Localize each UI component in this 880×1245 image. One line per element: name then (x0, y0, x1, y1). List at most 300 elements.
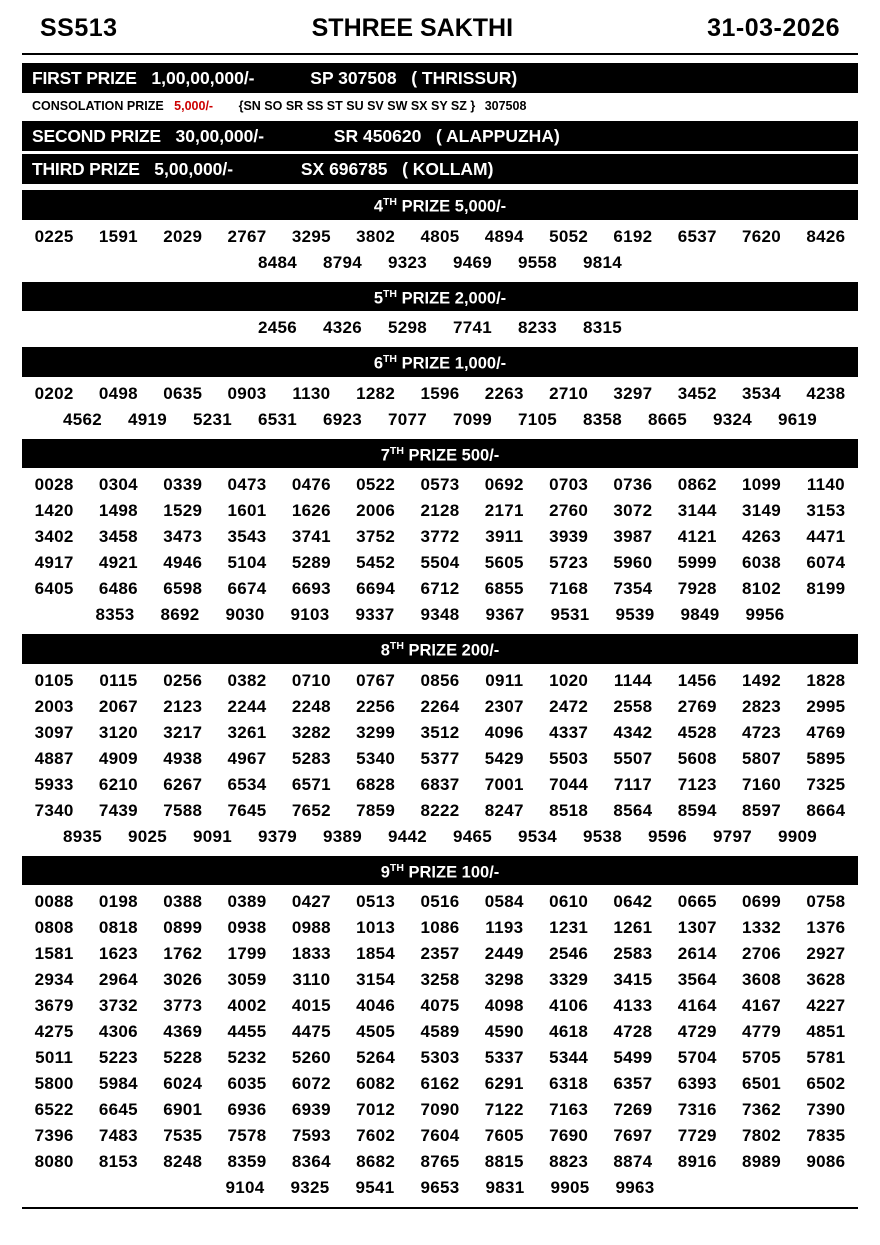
winning-number: 0938 (227, 918, 267, 937)
winning-number: 0692 (484, 475, 524, 494)
winning-number: 0028 (34, 475, 74, 494)
prize-title-rest: PRIZE 200/- (403, 641, 500, 660)
winning-number: 2546 (549, 944, 589, 963)
winning-number: 7077 (387, 409, 428, 429)
winning-number: 7859 (356, 800, 396, 820)
winning-number: 6828 (356, 774, 396, 794)
prize-title-rest: PRIZE 100/- (403, 863, 500, 881)
winning-number: 5807 (742, 748, 782, 768)
winning-number: 6939 (291, 1100, 331, 1119)
winning-number: 6598 (163, 579, 203, 598)
winning-number: 8664 (806, 800, 846, 820)
winning-number: 9442 (387, 826, 428, 846)
winning-number: 3679 (34, 996, 74, 1015)
winning-number: 1307 (677, 918, 717, 937)
winning-number: 7802 (742, 1126, 782, 1145)
winning-number: 6162 (420, 1074, 460, 1093)
third-prize-bar (22, 154, 858, 184)
winning-number: 5260 (291, 1048, 331, 1067)
prize-ordinal: 5 (373, 289, 384, 307)
winning-number: 3452 (677, 383, 717, 403)
winning-number: 4723 (742, 722, 782, 742)
draw-date: 31-03-2026 (707, 14, 840, 42)
winning-number: 3473 (163, 527, 203, 546)
second-prize-amount: 30,00,000/- (175, 126, 265, 146)
winning-number: 1193 (485, 918, 524, 937)
winning-number: 1231 (549, 918, 589, 937)
winning-number: 9956 (745, 605, 785, 624)
prize-section-header (22, 856, 858, 886)
winning-number: 3059 (227, 970, 267, 989)
first-prize-bar (22, 63, 858, 93)
winning-number: 7122 (484, 1100, 524, 1119)
winning-number: 3543 (227, 527, 267, 546)
winning-number: 1623 (98, 944, 138, 963)
winning-number: 0105 (34, 670, 74, 690)
winning-number: 4728 (613, 1022, 653, 1041)
third-prize-ticket: SX 696785 (300, 159, 388, 179)
winning-number: 9531 (550, 605, 590, 624)
winning-number: 4967 (227, 748, 267, 768)
winning-number: 2823 (742, 696, 782, 716)
winning-number: 2927 (806, 944, 846, 963)
winning-number: 3741 (291, 527, 331, 546)
winning-number: 9909 (777, 826, 818, 846)
winning-number: 8916 (677, 1152, 717, 1171)
winning-number: 8153 (98, 1152, 138, 1171)
number-row (22, 1071, 858, 1097)
winning-number: 6674 (227, 579, 267, 598)
winning-number: 6837 (420, 774, 460, 794)
winning-number: 0202 (34, 383, 74, 403)
winning-number: 1828 (806, 670, 846, 690)
winning-number: 7316 (677, 1100, 717, 1119)
winning-number: 0642 (613, 892, 653, 911)
winning-number: 3732 (98, 996, 138, 1015)
winning-number: 6522 (34, 1100, 74, 1119)
winning-number: 9324 (712, 409, 753, 429)
winning-number: 0388 (163, 892, 203, 911)
winning-number: 7105 (517, 409, 558, 429)
winning-number: 4096 (484, 722, 524, 742)
prize-ordinal-suffix: TH (389, 640, 404, 652)
winning-number: 8594 (677, 800, 717, 820)
winning-number: 5933 (34, 774, 74, 794)
winning-number: 5303 (420, 1048, 460, 1067)
winning-number: 3329 (549, 970, 589, 989)
winning-number: 5499 (613, 1048, 653, 1067)
winning-number: 4528 (677, 722, 717, 742)
winning-number: 9325 (290, 1178, 330, 1197)
winning-number: 5723 (549, 553, 589, 572)
winning-number: 1140 (806, 475, 845, 494)
prize-section-header (22, 439, 858, 469)
winning-number: 7269 (613, 1100, 653, 1119)
winning-number: 5228 (163, 1048, 203, 1067)
consolation-label: CONSOLATION PRIZE (32, 99, 164, 113)
winning-number: 2614 (677, 944, 717, 963)
winning-number: 6357 (613, 1074, 653, 1093)
number-row (22, 772, 858, 798)
winning-number: 7729 (677, 1126, 717, 1145)
winning-number: 0610 (549, 892, 589, 911)
second-prize-ticket: SR 450620 (333, 126, 422, 146)
winning-number: 8484 (257, 252, 298, 272)
number-row (22, 824, 858, 850)
winning-number: 0988 (291, 918, 331, 937)
winning-number: 7928 (677, 579, 717, 598)
footer-divider (22, 1207, 858, 1209)
winning-number: 2244 (227, 696, 267, 716)
number-row (22, 524, 858, 550)
winning-number: 4590 (484, 1022, 524, 1041)
winning-number: 8359 (227, 1152, 267, 1171)
winning-number: 5264 (356, 1048, 396, 1067)
winning-number: 3261 (227, 722, 267, 742)
winning-number: 3773 (163, 996, 203, 1015)
winning-number: 2472 (549, 696, 589, 716)
winning-number: 9086 (806, 1152, 846, 1171)
winning-number: 8935 (62, 826, 103, 846)
winning-number: 9797 (712, 826, 753, 846)
winning-number: 9389 (322, 826, 363, 846)
winning-number: 4238 (806, 383, 846, 403)
winning-number: 3026 (163, 970, 203, 989)
winning-number: 0862 (677, 475, 717, 494)
winning-number: 5011 (35, 1048, 74, 1067)
winning-number: 2456 (257, 318, 298, 337)
winning-number: 2264 (420, 696, 460, 716)
winning-number: 0513 (356, 892, 396, 911)
third-prize-amount: 5,00,000/- (154, 159, 234, 179)
winning-number: 3564 (677, 970, 717, 989)
winning-number: 2357 (420, 944, 460, 963)
prize-section-header (22, 634, 858, 664)
number-row (22, 1097, 858, 1123)
winning-number: 0758 (806, 892, 846, 911)
winning-number: 6645 (98, 1100, 138, 1119)
winning-number: 0899 (163, 918, 203, 937)
winning-number: 4471 (806, 527, 846, 546)
winning-number: 4342 (613, 722, 653, 742)
winning-number: 7690 (549, 1126, 589, 1145)
winning-number: 2583 (613, 944, 653, 963)
winning-number: 4326 (322, 318, 363, 337)
winning-number: 3110 (292, 970, 331, 989)
winning-number: 7620 (742, 226, 782, 246)
winning-number: 5781 (806, 1048, 846, 1067)
winning-number: 8665 (647, 409, 688, 429)
winning-number: 1833 (291, 944, 331, 963)
winning-number: 7044 (549, 774, 589, 794)
winning-number: 3987 (613, 527, 653, 546)
number-row (22, 407, 858, 433)
winning-number: 2006 (356, 501, 396, 520)
winning-number: 9619 (777, 409, 818, 429)
winning-number: 1332 (742, 918, 782, 937)
winning-number: 4851 (806, 1022, 846, 1041)
winning-number: 7741 (452, 318, 493, 337)
winning-number: 8364 (291, 1152, 331, 1171)
winning-number: 1020 (549, 670, 589, 690)
winning-number: 3154 (356, 970, 396, 989)
prize-ordinal: 9 (380, 863, 390, 881)
winning-number: 3458 (98, 527, 138, 546)
winning-number: 5429 (484, 748, 524, 768)
winning-number: 0382 (227, 670, 267, 690)
winning-number: 7578 (227, 1126, 267, 1145)
winning-number: 5231 (192, 409, 233, 429)
winning-number: 7340 (34, 800, 74, 820)
winning-number: 4015 (291, 996, 331, 1015)
number-row (22, 381, 858, 407)
winning-number: 3072 (613, 501, 653, 520)
prize-ordinal-suffix: TH (389, 444, 404, 457)
winning-number: 9091 (192, 826, 233, 846)
winning-number: 5377 (420, 748, 460, 768)
winning-number: 3282 (291, 722, 331, 742)
winning-number: 5452 (356, 553, 396, 572)
winning-number: 5283 (291, 748, 331, 768)
winning-number: 8247 (484, 800, 524, 820)
winning-number: 7835 (806, 1126, 846, 1145)
winning-number: 9849 (680, 605, 720, 624)
winning-number: 2706 (742, 944, 782, 963)
winning-number: 1596 (420, 383, 460, 403)
winning-number: 4098 (484, 996, 524, 1015)
winning-number: 3534 (742, 383, 782, 403)
winning-number: 8823 (549, 1152, 589, 1171)
winning-number: 4306 (98, 1022, 138, 1041)
winning-number: 3911 (485, 527, 524, 546)
winning-number: 8222 (420, 800, 460, 820)
winning-number: 6318 (549, 1074, 589, 1093)
winning-number: 5605 (484, 553, 524, 572)
winning-number: 9905 (550, 1178, 590, 1197)
winning-number: 9104 (225, 1178, 265, 1197)
winning-number: 1591 (98, 226, 138, 246)
prize-number-grid (22, 889, 858, 1201)
winning-number: 1420 (34, 501, 74, 520)
prize-title-rest: PRIZE 5,000/- (397, 197, 507, 216)
winning-number: 6038 (742, 553, 782, 572)
winning-number: 8353 (95, 605, 135, 624)
winning-number: 4909 (98, 748, 138, 768)
number-row (22, 1019, 858, 1045)
winning-number: 8315 (582, 318, 623, 337)
winning-number: 1130 (292, 383, 331, 403)
page-title: STHREE SAKTHI (311, 14, 514, 42)
winning-number: 2995 (806, 696, 846, 716)
winning-number: 4263 (742, 527, 782, 546)
first-prize-label: FIRST PRIZE (32, 68, 137, 88)
number-row (22, 1149, 858, 1175)
winning-number: 1086 (420, 918, 460, 937)
number-row (22, 315, 858, 341)
winning-number: 7588 (163, 800, 203, 820)
winning-number: 0703 (549, 475, 589, 494)
winning-number: 2934 (34, 970, 74, 989)
winning-number: 5232 (227, 1048, 267, 1067)
winning-number: 4769 (806, 722, 846, 742)
number-row (22, 694, 858, 720)
winning-number: 0911 (485, 670, 524, 690)
winning-number: 0498 (98, 383, 138, 403)
winning-number: 8597 (742, 800, 782, 820)
winning-number: 6694 (356, 579, 396, 598)
winning-number: 2003 (34, 696, 74, 716)
winning-number: 2029 (163, 226, 203, 246)
winning-number: 7697 (613, 1126, 653, 1145)
winning-number: 6210 (98, 774, 138, 794)
winning-number: 8564 (613, 800, 653, 820)
winning-number: 7163 (549, 1100, 589, 1119)
winning-number: 6923 (322, 409, 363, 429)
winning-number: 8874 (613, 1152, 653, 1171)
winning-number: 0903 (227, 383, 267, 403)
winning-number: 2263 (484, 383, 524, 403)
winning-number: 9539 (615, 605, 655, 624)
winning-number: 1282 (356, 383, 396, 403)
winning-number: 0767 (356, 670, 396, 690)
winning-number: 2171 (484, 501, 524, 520)
winning-number: 2769 (677, 696, 717, 716)
first-prize-place: ( THRISSUR) (411, 68, 518, 88)
winning-number: 8358 (582, 409, 623, 429)
winning-number: 4002 (227, 996, 267, 1015)
prize-number-grid (22, 315, 858, 341)
winning-number: 6082 (356, 1074, 396, 1093)
winning-number: 2256 (356, 696, 396, 716)
winning-number: 7090 (420, 1100, 460, 1119)
winning-number: 9538 (582, 826, 623, 846)
first-prize-ticket: SP 307508 (310, 68, 397, 88)
number-row (22, 498, 858, 524)
winning-number: 0198 (98, 892, 138, 911)
winning-number: 3297 (613, 383, 653, 403)
prize-ordinal-suffix: TH (389, 861, 404, 874)
winning-number: 7099 (452, 409, 493, 429)
winning-number: 4164 (677, 996, 717, 1015)
winning-number: 9367 (485, 605, 525, 624)
winning-number: 2449 (484, 944, 524, 963)
number-row (22, 576, 858, 602)
winning-number: 9103 (290, 605, 330, 624)
winning-number: 4106 (549, 996, 589, 1015)
winning-number: 4369 (163, 1022, 203, 1041)
winning-number: 9541 (355, 1178, 395, 1197)
winning-number: 6501 (742, 1074, 782, 1093)
winning-number: 0389 (227, 892, 267, 911)
winning-number: 2558 (613, 696, 653, 716)
winning-number: 0736 (613, 475, 653, 494)
winning-number: 0427 (291, 892, 331, 911)
winning-number: 4133 (613, 996, 653, 1015)
winning-number: 7001 (484, 774, 524, 794)
winning-number: 0808 (34, 918, 74, 937)
winning-number: 5337 (484, 1048, 524, 1067)
winning-number: 1762 (163, 944, 203, 963)
prize-number-grid (22, 472, 858, 628)
winning-number: 4075 (420, 996, 460, 1015)
prize-ordinal: 7 (380, 446, 390, 464)
winning-number: 7602 (356, 1126, 396, 1145)
number-row (22, 1045, 858, 1071)
winning-number: 4121 (677, 527, 717, 546)
winning-number: 0476 (291, 475, 331, 494)
winning-number: 4562 (62, 409, 103, 429)
winning-number: 5289 (291, 553, 331, 572)
winning-number: 5705 (742, 1048, 782, 1067)
winning-number: 3628 (806, 970, 846, 989)
draw-series-code: SS513 (40, 14, 118, 42)
winning-number: 8989 (742, 1152, 782, 1171)
winning-number: 9337 (355, 605, 395, 624)
winning-number: 0088 (34, 892, 74, 911)
first-prize-amount: 1,00,00,000/- (151, 68, 255, 88)
winning-number: 5608 (677, 748, 717, 768)
winning-number: 5344 (549, 1048, 589, 1067)
winning-number: 1099 (742, 475, 782, 494)
prize-title-rest: PRIZE 1,000/- (397, 354, 507, 373)
winning-number: 3149 (742, 501, 782, 520)
number-row (22, 915, 858, 941)
consolation-prize-row (22, 96, 858, 118)
winning-number: 5999 (677, 553, 717, 572)
winning-number: 4337 (549, 722, 589, 742)
winning-number: 5052 (549, 226, 589, 246)
number-row (22, 472, 858, 498)
winning-number: 6405 (34, 579, 74, 598)
winning-number: 7535 (163, 1126, 203, 1145)
winning-number: 4046 (356, 996, 396, 1015)
winning-number: 1013 (356, 918, 396, 937)
winning-number: 1376 (806, 918, 846, 937)
winning-number: 9653 (420, 1178, 460, 1197)
winning-number: 9558 (517, 252, 558, 272)
prize-section-header (22, 282, 858, 312)
winning-number: 0115 (99, 670, 138, 690)
number-row (22, 668, 858, 694)
winning-number: 8233 (517, 318, 558, 337)
winning-number: 9465 (452, 826, 493, 846)
winning-number: 5984 (98, 1074, 138, 1093)
number-row (22, 224, 858, 250)
prize-title-rest: PRIZE 2,000/- (397, 289, 507, 307)
winning-number: 1854 (356, 944, 396, 963)
winning-number: 3608 (742, 970, 782, 989)
winning-number: 6571 (291, 774, 331, 794)
second-prize-label: SECOND PRIZE (32, 126, 161, 146)
winning-number: 4917 (34, 553, 74, 572)
winning-number: 1261 (613, 918, 653, 937)
winning-number: 3512 (420, 722, 460, 742)
winning-number: 6072 (291, 1074, 331, 1093)
winning-number: 3772 (420, 527, 460, 546)
winning-number: 5298 (387, 318, 428, 337)
prize-section-header (22, 347, 858, 377)
winning-number: 5504 (420, 553, 460, 572)
number-row (22, 1123, 858, 1149)
prize-ordinal-suffix: TH (383, 287, 398, 300)
winning-number: 1498 (98, 501, 138, 520)
winning-number: 2248 (291, 696, 331, 716)
winning-number: 1529 (163, 501, 203, 520)
winning-number: 3802 (356, 226, 396, 246)
winning-number: 0856 (420, 670, 460, 690)
winning-number: 3299 (356, 722, 396, 742)
winning-number: 9323 (387, 252, 428, 272)
